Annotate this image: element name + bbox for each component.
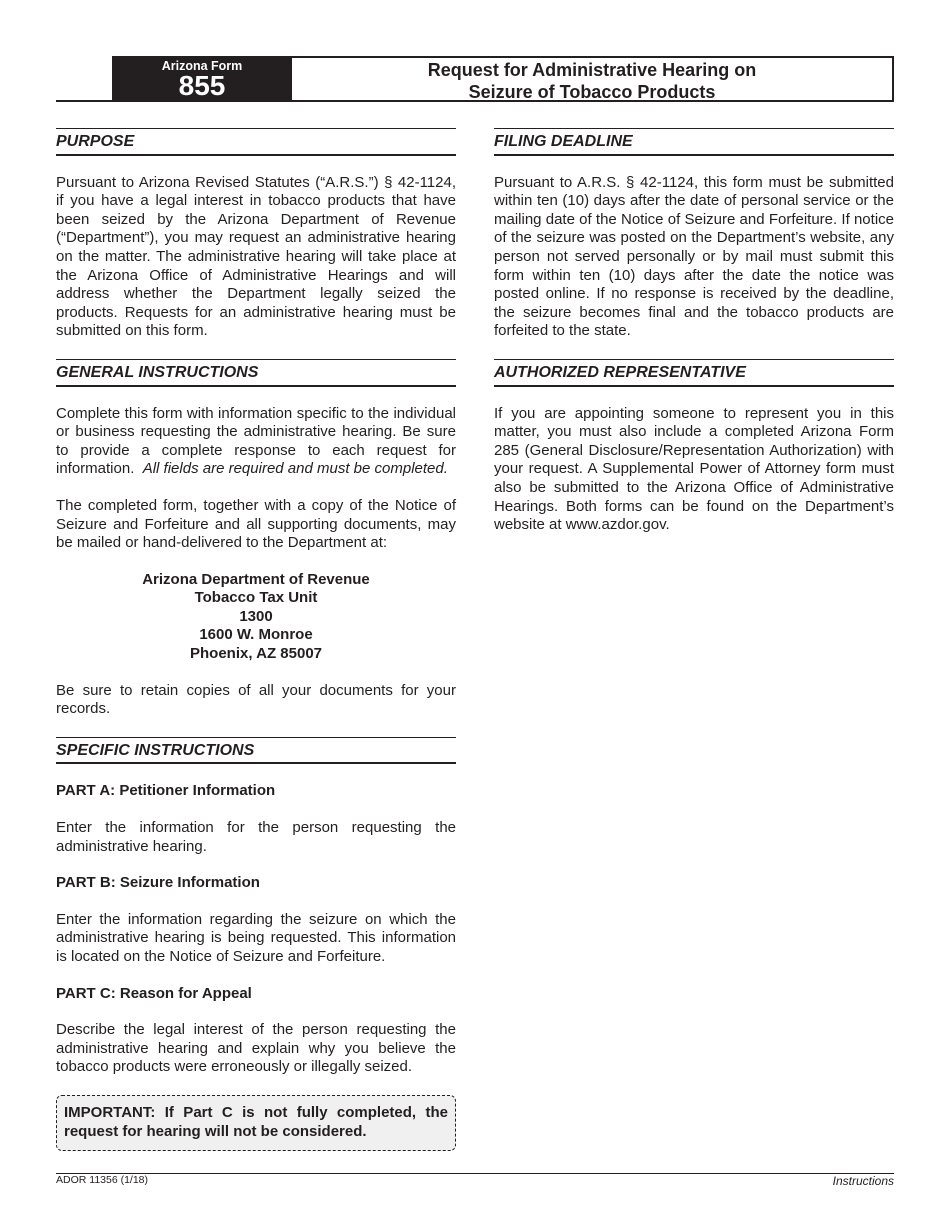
mailing-address [56, 571, 456, 664]
form-title-line2: Seizure of Tobacco Products [468, 82, 716, 102]
general-instructions-text [56, 405, 456, 479]
address-line: 1600 W. Monroe [199, 626, 313, 644]
part-a-text: Enter the information for the person requesting the administrative hearing. [56, 819, 456, 855]
filing-deadline-heading: FILING DEADLINE [494, 128, 894, 156]
address-line: Arizona Department of Revenue [142, 570, 370, 588]
address-line: Tobacco Tax Unit [194, 589, 318, 607]
part-a-heading: PART A: Petitioner Information [56, 782, 276, 800]
part-b-heading: PART B: Seizure Information [56, 874, 260, 892]
form-title [292, 56, 894, 102]
part-b-text: Enter the information regarding the seizure on which the administrative hearing is being requested. This information is located on the Notice of Seizure and Forfeiture. [56, 910, 456, 965]
footer-rule [56, 1173, 894, 1174]
filing-deadline-text: Pursuant to A.R.S. § 42-1124, this form must be submitted within ten (10) days after the date of personal service or the mailing date of the Notice of Seizure and Forfeiture. If notice of the seizure was posted on the Department’s website, any person not served personally or by mail must submit this form within ten (10) days after the date the notice was posted online. If no response is received by the deadline, the seizure becomes final and the tobacco products are forfeited to the state. [494, 173, 894, 340]
form-title-line1: Request for Administrative Hearing on [427, 60, 757, 80]
address-line: 1300 [239, 607, 273, 625]
general-instructions-heading: GENERAL INSTRUCTIONS [56, 359, 456, 387]
purpose-heading: PURPOSE [56, 128, 456, 156]
general-instructions-text-italic: All fields are required and must be completed. [142, 460, 448, 478]
page-label: Instructions [832, 1174, 894, 1188]
specific-instructions-heading: SPECIFIC INSTRUCTIONS [56, 737, 456, 765]
right-column [494, 128, 894, 553]
retain-copies-text: Be sure to retain copies of all your documents for your records. [56, 681, 456, 718]
form-code: ADOR 11356 (1/18) [56, 1174, 149, 1186]
header-left-blank [56, 56, 112, 102]
general-instructions-text-main: Complete this form with information specific to the individual or business requesting the administrative hearing. Be sure to provide a complete response to each request for information. [56, 404, 456, 478]
important-notice: IMPORTANT: If Part C is not fully completed, the request for hearing will not be considered. [56, 1095, 456, 1151]
form-number: 855 [178, 70, 226, 101]
left-column [56, 128, 456, 1151]
form-label: Arizona Form [161, 59, 243, 73]
part-c-heading: PART C: Reason for Appeal [56, 984, 252, 1002]
address-line: Phoenix, AZ 85007 [190, 645, 322, 663]
purpose-text: Pursuant to Arizona Revised Statutes (“A.R.S.”) § 42-1124, if you have a legal interest in tobacco products that have been seized by the Arizona Department of Revenue (“Department”), you may request an administrative hearing on the matter. The administrative hearing will take place at the Arizona Office of Administrative Hearings and will address whether the Department legally seized the products. Requests for an administrative hearing must be submitted on this form. [56, 173, 456, 340]
authorized-representative-heading: AUTHORIZED REPRESENTATIVE [494, 359, 894, 387]
authorized-representative-text: If you are appointing someone to represent you in this matter, you must also include a completed Arizona Form 285 (General Disclosure/Representation Authorization) with your request. A Supplemental Power of Attorney form must also be submitted to the Arizona Office of Administrative Hearings. Both forms can be found on the Department’s website at www.azdor.gov. [494, 404, 894, 534]
part-c-text: Describe the legal interest of the person requesting the administrative hearing and explain why you believe the tobacco products were erroneously or illegally seized. [56, 1021, 456, 1076]
general-instructions-mailing: The completed form, together with a copy of the Notice of Seizure and Forfeiture and all supporting documents, may be mailed or hand-delivered to the Department at: [56, 496, 456, 552]
